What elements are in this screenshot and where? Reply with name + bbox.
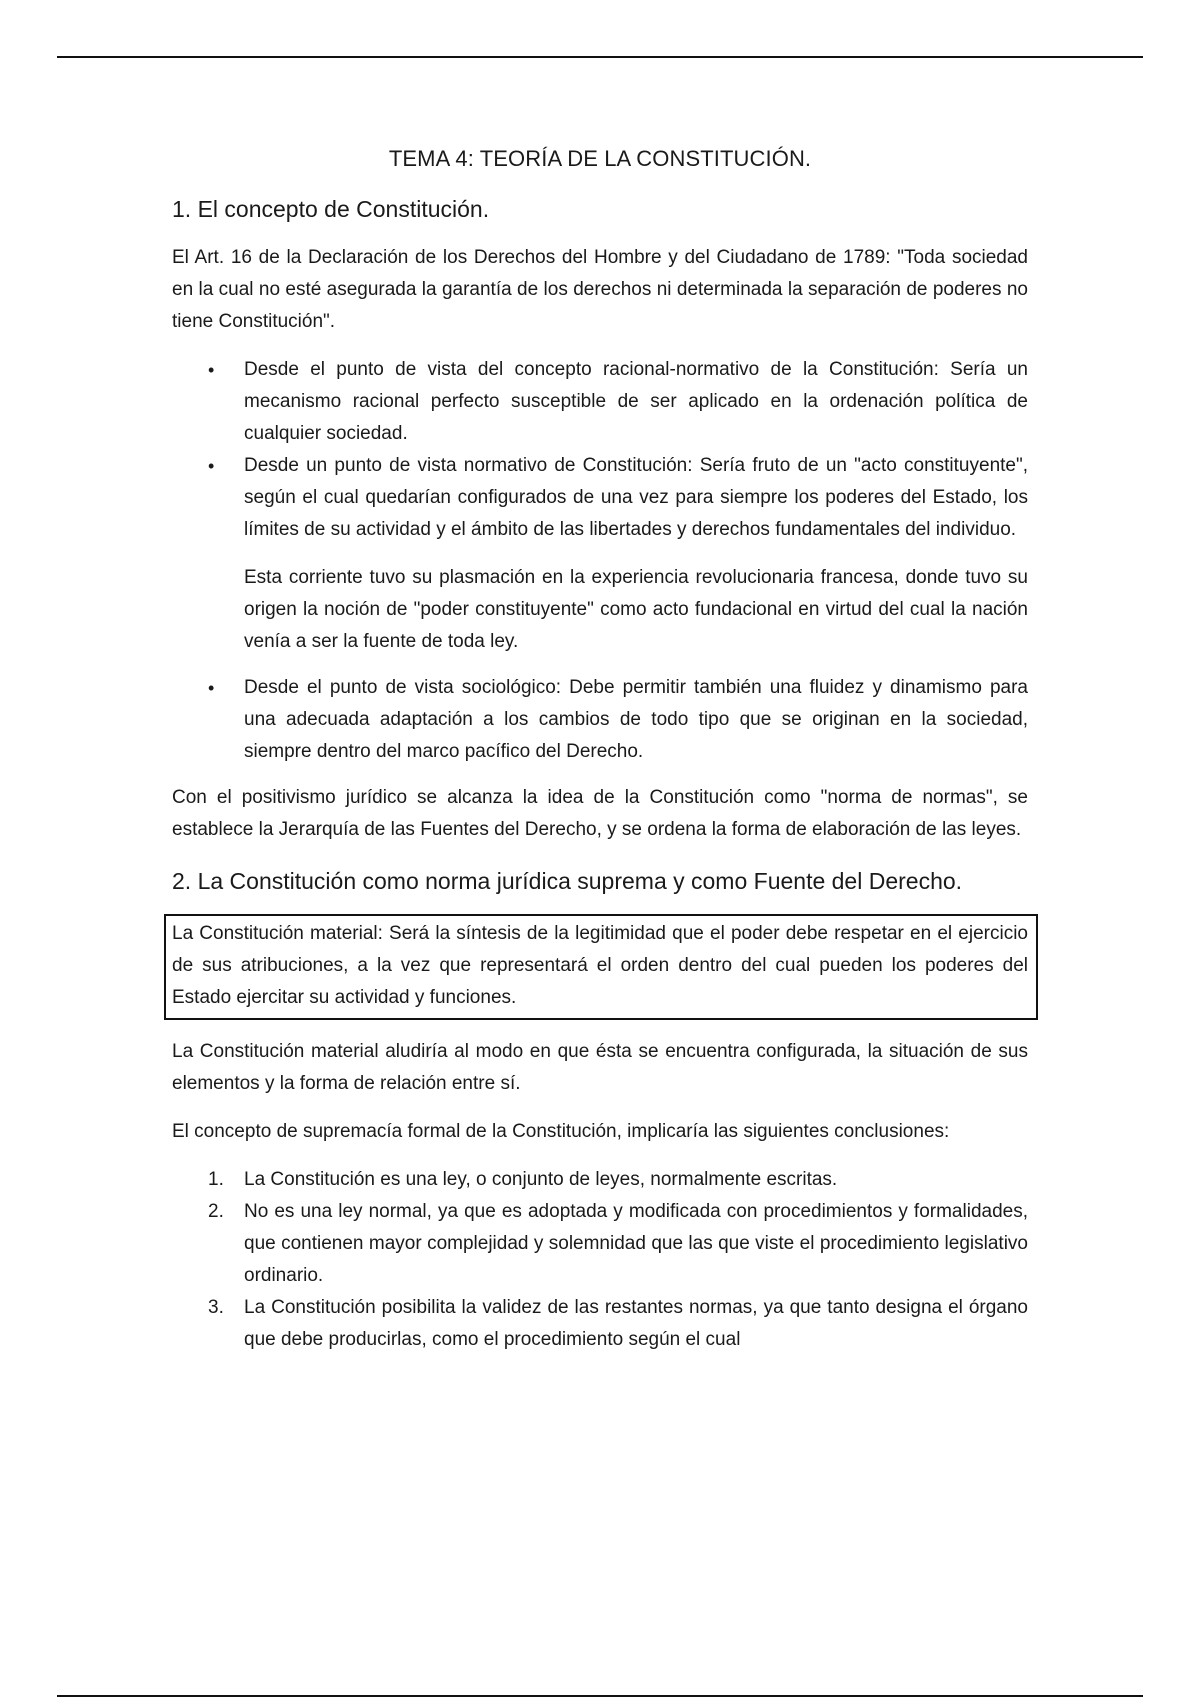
bullet-text: Desde el punto de vista del concepto racional-normativo de la Constitución: Sería un mecanismo racional perfecto susceptible de ser aplicado en la ordenación política de cualquier sociedad. [244, 359, 1028, 444]
list-number: 3. [208, 1297, 224, 1318]
list-item-text: La Constitución posibilita la validez de las restantes normas, ya que tanto designa el órgano que debe producirlas, como el procedimiento según el cual [244, 1297, 1028, 1350]
section-2-numbered-list [172, 1164, 1028, 1356]
list-item [172, 354, 1028, 450]
document-page [172, 138, 1028, 1370]
list-number: 2. [208, 1201, 224, 1222]
bullet-continuation-paragraph: Esta corriente tuvo su plasmación en la experiencia revolucionaria francesa, donde tuvo su origen la noción de "poder constituyente" como acto fundacional en virtud del cual la nación venía a ser la fuente de toda ley. [244, 567, 1028, 652]
document-title: TEMA 4: TEORÍA DE LA CONSTITUCIÓN. [388, 146, 812, 171]
footer-rule [57, 1695, 1143, 1697]
section-1-closing: Con el positivismo jurídico se alcanza la idea de la Constitución como "norma de normas", se establece la Jerarquía de las Fuentes del Derecho, y se ordena la forma de elaboración de las leyes. [172, 787, 1028, 840]
list-item-text: La Constitución es una ley, o conjunto de leyes, normalmente escritas. [244, 1169, 838, 1190]
list-item-text: No es una ley normal, ya que es adoptada y modificada con procedimientos y formalidades, que contienen mayor complejidad y solemnidad que las que viste el procedimiento legislativo ordinario. [244, 1201, 1028, 1286]
bullet-marker: • [208, 678, 215, 698]
bullet-text: Desde el punto de vista sociológico: Debe permitir también una fluidez y dinamismo para una adecuada adaptación a los cambios de todo tipo que se originan en la sociedad, siempre dentro del marco pacífico del Derecho. [244, 677, 1028, 762]
list-item [172, 450, 1028, 546]
bullet-marker: • [208, 456, 215, 476]
section-2-paragraph-2: El concepto de supremacía formal de la Constitución, implicaría las siguientes conclusiones: [172, 1121, 950, 1142]
list-item [172, 1196, 1028, 1292]
section-1-bullet-list [172, 354, 1028, 546]
section-2-paragraph-1: La Constitución material aludiría al modo en que ésta se encuentra configurada, la situación de sus elementos y la forma de relación entre sí. [172, 1041, 1028, 1094]
bullet-marker: • [208, 360, 215, 380]
bullet-text: Desde un punto de vista normativo de Constitución: Sería fruto de un "acto constituyente", según el cual quedarían configurados de una vez para siempre los poderes del Estado, los límites de su actividad y el ámbito de las libertades y derechos fundamentales del individuo. [244, 455, 1028, 540]
list-item [172, 672, 1028, 768]
section-1-intro: El Art. 16 de la Declaración de los Derechos del Hombre y del Ciudadano de 1789: "Toda sociedad en la cual no esté asegurada la garantía de los derechos ni determinada la separación de poderes no tiene Constitución". [172, 247, 1028, 332]
section-1-heading: 1. El concepto de Constitución. [172, 196, 490, 222]
list-item [172, 1164, 1028, 1196]
boxed-definition: La Constitución material: Será la síntesis de la legitimidad que el poder debe respetar en el ejercicio de sus atribuciones, a la vez que representará el orden dentro del cual pueden los poderes del Estado ejercitar su actividad y funciones. [164, 914, 1038, 1020]
section-1-bullet-list-2 [172, 672, 1028, 768]
list-number: 1. [208, 1169, 224, 1190]
header-rule [57, 56, 1143, 58]
section-2-heading: 2. La Constitución como norma jurídica suprema y como Fuente del Derecho. [172, 868, 963, 894]
list-item [172, 1292, 1028, 1356]
